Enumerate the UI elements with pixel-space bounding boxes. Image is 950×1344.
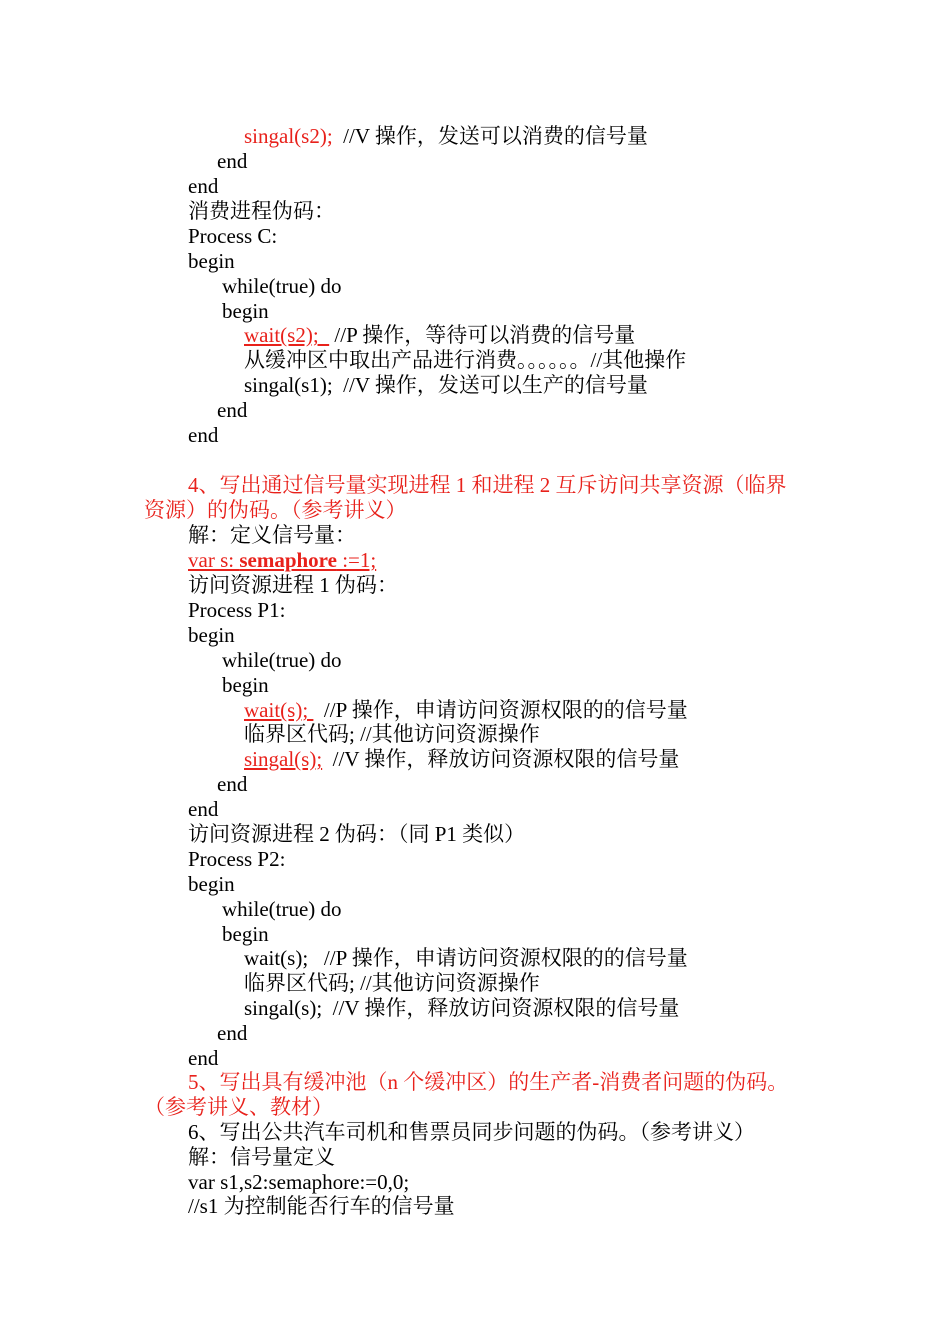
red-code-token: wait(s2); <box>244 323 330 347</box>
code-line-end: end <box>217 149 248 173</box>
code-line-critical: 临界区代码; //其他访问资源操作 <box>244 971 540 995</box>
code-line-consume: 从缓冲区中取出产品进行消费。。。。。。//其他操作 <box>244 348 687 372</box>
question-4-heading: 4、写出通过信号量实现进程 1 和进程 2 互斥访问共享资源（临界 <box>188 473 787 497</box>
code-line-while: while(true) do <box>222 274 342 298</box>
red-code-token: singal(s); <box>244 747 323 771</box>
code-line-singal-s <box>244 747 679 772</box>
code-comment: //P 操作，申请访问资源权限的的信号量 <box>313 698 688 722</box>
red-code-token: singal(s2); <box>244 124 333 148</box>
section-label: 访问资源进程 2 伪码：（同 P1 类似） <box>188 822 526 846</box>
code-line-process: Process P1: <box>188 598 286 622</box>
code-line-begin: begin <box>222 299 269 323</box>
code-comment: //V 操作，释放访问资源权限的信号量 <box>322 747 680 771</box>
code-line-begin: begin <box>188 872 235 896</box>
question-5-heading-cont: （参考讲义、教材） <box>144 1095 333 1119</box>
code-line-singal-s1: singal(s1); //V 操作，发送可以生产的信号量 <box>244 373 648 397</box>
question-6-heading: 6、写出公共汽车司机和售票员同步问题的伪码。（参考讲义） <box>188 1120 755 1144</box>
code-line-process: Process P2: <box>188 847 286 871</box>
code-line-begin: begin <box>188 249 235 273</box>
red-code-token: var s: <box>188 548 240 572</box>
question-5-heading: 5、写出具有缓冲池（n 个缓冲区）的生产者-消费者问题的伪码。 <box>188 1070 789 1094</box>
answer-label: 解：定义信号量： <box>188 523 356 547</box>
red-code-token: :=1; <box>336 548 377 572</box>
code-line-var-s1-s2: var s1,s2:semaphore:=0,0; <box>188 1170 410 1194</box>
code-line-singal-s: singal(s); //V 操作，释放访问资源权限的信号量 <box>244 996 680 1020</box>
code-line-end: end <box>188 1046 219 1070</box>
code-line-end: end <box>188 797 219 821</box>
red-code-token: wait(s); <box>244 698 314 722</box>
code-comment: //V 操作，发送可以消费的信号量 <box>332 124 648 148</box>
code-line-process: Process C: <box>188 224 278 248</box>
section-label: 消费进程伪码： <box>188 199 335 223</box>
section-label: 访问资源进程 1 伪码： <box>188 573 398 597</box>
bold-keyword: semaphore <box>239 548 337 572</box>
answer-label: 解：信号量定义 <box>188 1145 335 1169</box>
code-line-wait-s <box>244 698 688 723</box>
code-line-while: while(true) do <box>222 897 342 921</box>
code-line-end: end <box>217 398 248 422</box>
code-line-end: end <box>217 772 248 796</box>
code-line-end: end <box>217 1021 248 1045</box>
code-line-singal-s2 <box>244 124 648 149</box>
question-4-heading-cont: 资源）的伪码。（参考讲义） <box>144 498 407 522</box>
code-line-wait-s: wait(s); //P 操作，申请访问资源权限的的信号量 <box>244 946 688 970</box>
code-line-end: end <box>188 174 219 198</box>
code-comment-s1: //s1 为控制能否行车的信号量 <box>188 1194 455 1218</box>
code-line-end: end <box>188 423 219 447</box>
code-line-critical: 临界区代码; //其他访问资源操作 <box>244 722 540 746</box>
code-comment: //P 操作，等待可以消费的信号量 <box>329 323 636 347</box>
code-line-while: while(true) do <box>222 648 342 672</box>
code-line-begin: begin <box>188 623 235 647</box>
code-line-var-s <box>188 548 376 573</box>
code-line-begin: begin <box>222 922 269 946</box>
code-line-wait-s2 <box>244 323 635 348</box>
code-line-begin: begin <box>222 673 269 697</box>
